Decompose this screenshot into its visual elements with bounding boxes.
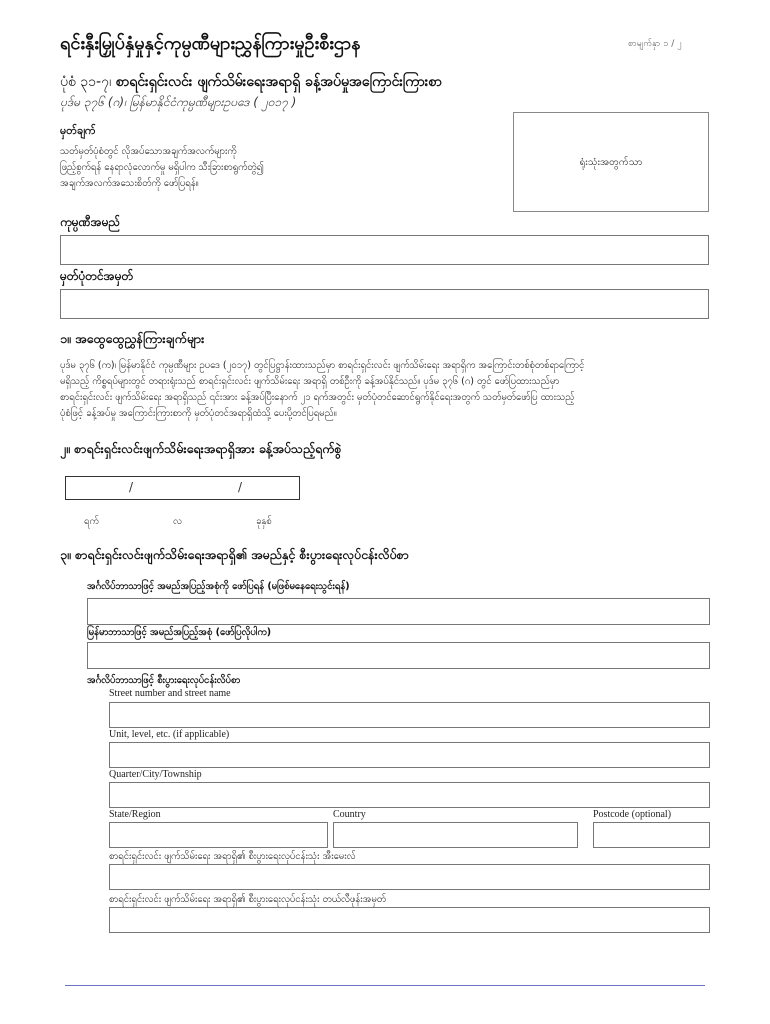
form-title-line bbox=[60, 72, 442, 93]
phone-field[interactable] bbox=[109, 907, 710, 933]
email-label: စာရင်းရှင်းလင်း ဖျက်သိမ်းရေး အရာရှိ၏ စီးပွားရေးလုပ်ငန်းသုံး အီးမေးလ် bbox=[109, 851, 356, 862]
note-line: ဖြည့်စွက်ရန် နေရာလုံလောက်မှု မရှိပါက သီးခြားစာရွက်တွဲ၍ bbox=[60, 162, 264, 173]
company-name-field[interactable] bbox=[60, 235, 709, 265]
state-field[interactable] bbox=[109, 822, 328, 848]
appointment-date-field[interactable] bbox=[65, 476, 300, 500]
office-use-box bbox=[513, 112, 709, 212]
country-label: Country bbox=[333, 809, 366, 820]
street-label: Street number and street name bbox=[109, 688, 231, 699]
note-line: အချက်အလက်အသေးစိတ်ကို ဖော်ပြရန်။ bbox=[60, 178, 199, 189]
unit-field[interactable] bbox=[109, 742, 710, 768]
section1-heading: ၁။ အထွေထွေညွှန်ကြားချက်များ bbox=[60, 331, 205, 346]
english-name-field[interactable] bbox=[87, 598, 710, 625]
office-use-label: ရုံးသုံးအတွက်သာ bbox=[579, 156, 643, 168]
page-number: စာမျက်နှာ ၁ / ၂ bbox=[628, 39, 682, 49]
form-number: ပုံစံ ၃၁-၇၊ bbox=[60, 74, 112, 90]
section1-body bbox=[60, 358, 712, 422]
registration-number-label: မှတ်ပုံတင်အမှတ် bbox=[60, 269, 134, 283]
section1-line: စာရင်းရှင်းလင်း ဖျက်သိမ်းရေး အရာရှိသည် ၎င်းအား ခန့်အပ်ပြီးနောက် ၂၁ ရက်အတွင်း မှတ်ပုံတင်ဆောင်ရွက်နိုင်ရေးအတွက် သတ်မှတ်ဖော်ပြ ထားသည့် bbox=[60, 392, 575, 403]
section1-line: ပုဒ်မ ၃၇၆ (က)၊ မြန်မာနိုင်ငံ ကုမ္ပဏီများ ဥပဒေ (၂၀၁၇) တွင်ပြဋ္ဌာန်းထားသည်မှာ စာရင်းရှင်းလင်း ဖျက်သိမ်းရေး အရာရှိက အကြောင်းတစ်စုံတစ်ရာကြောင့် bbox=[60, 360, 585, 371]
postcode-label: Postcode (optional) bbox=[593, 809, 672, 820]
phone-label: စာရင်းရှင်းလင်း ဖျက်သိမ်းရေး အရာရှိ၏ စီးပွားရေးလုပ်ငန်းသုံး တယ်လီဖုန်းအမှတ် bbox=[109, 894, 387, 905]
quarter-label: Quarter/City/Township bbox=[109, 769, 202, 780]
postcode-field[interactable] bbox=[593, 822, 710, 848]
email-field[interactable] bbox=[109, 864, 710, 890]
quarter-field[interactable] bbox=[109, 782, 710, 808]
business-address-label: အင်္ဂလိပ်ဘာသာဖြင့် စီးပွားရေးလုပ်ငန်းလိပ်စာ bbox=[87, 675, 241, 686]
note-body bbox=[60, 144, 360, 192]
myanmar-name-field[interactable] bbox=[87, 642, 710, 669]
street-field[interactable] bbox=[109, 702, 710, 728]
registration-number-field[interactable] bbox=[60, 289, 709, 319]
section1-line: ပုံစံဖြင့် ခန့်အပ်မှု အကြောင်းကြားစာကို မှတ်ပုံတင်အရာရှိထံသို့ ပေးပို့တင်ပြရမည်။ bbox=[60, 408, 337, 419]
company-name-label: ကုမ္ပဏီအမည် bbox=[60, 215, 121, 229]
form-title: စာရင်းရှင်းလင်း ဖျက်သိမ်းရေးအရာရှိ ခန့်အပ်မှုအကြောင်းကြားစာ bbox=[115, 74, 442, 90]
note-heading: မှတ်ချက် bbox=[60, 124, 96, 137]
note-line: သတ်မှတ်ပုံစံတွင် လိုအပ်သောအချက်အလက်များကို bbox=[60, 146, 237, 157]
state-label: State/Region bbox=[109, 809, 161, 820]
form-subtitle: ပုဒ်မ ၃၇၆ (ဂ)၊ မြန်မာနိုင်ငံကုမ္ပဏီများဥပဒေ ( ၂၀၁၇ ) bbox=[60, 95, 297, 109]
myanmar-name-label: မြန်မာဘာသာဖြင့် အမည်အပြည့်အစုံ (ဖော်ပြလိုပါက) bbox=[87, 627, 272, 638]
month-label: လ bbox=[173, 516, 182, 527]
section2-heading: ၂။ စာရင်းရှင်းလင်းဖျက်သိမ်းရေးအရာရှိအား ခန့်အပ်သည့်ရက်စွဲ bbox=[60, 441, 342, 456]
english-name-label: အင်္ဂလိပ်ဘာသာဖြင့် အမည်အပြည့်အစုံကို ဖော်ပြရန် (မဖြစ်မနေရေးသွင်းရန်) bbox=[87, 581, 350, 592]
section3-heading: ၃။ စာရင်းရှင်းလင်းဖျက်သိမ်းရေးအရာရှိ၏ အမည်နှင့် စီးပွားရေးလုပ်ငန်းလိပ်စာ bbox=[60, 547, 409, 562]
unit-label: Unit, level, etc. (if applicable) bbox=[109, 729, 230, 740]
section1-line: မရှိသည့် ကိစ္စရပ်များတွင် တရားရုံးသည် စာရင်းရှင်းလင်း ဖျက်သိမ်းရေး အရာရှိ တစ်ဦးကို ခန့်အပ်နိုင်သည်။ ပုဒ်မ ၃၇၆ (ဂ) တွင် ဖော်ပြထားသည်မှာ bbox=[60, 376, 560, 387]
agency-title: ရင်းနှီးမြှုပ်နှံမှုနှင့်ကုမ္ပဏီများညွှန်ကြားမှုဦးစီးဌာန bbox=[60, 33, 361, 54]
country-field[interactable] bbox=[333, 822, 578, 848]
footer-divider bbox=[65, 985, 705, 986]
year-label: ခုနှစ် bbox=[256, 516, 272, 527]
date-separator: / bbox=[238, 480, 243, 494]
day-label: ရက် bbox=[84, 516, 99, 527]
date-separator: / bbox=[129, 480, 134, 494]
